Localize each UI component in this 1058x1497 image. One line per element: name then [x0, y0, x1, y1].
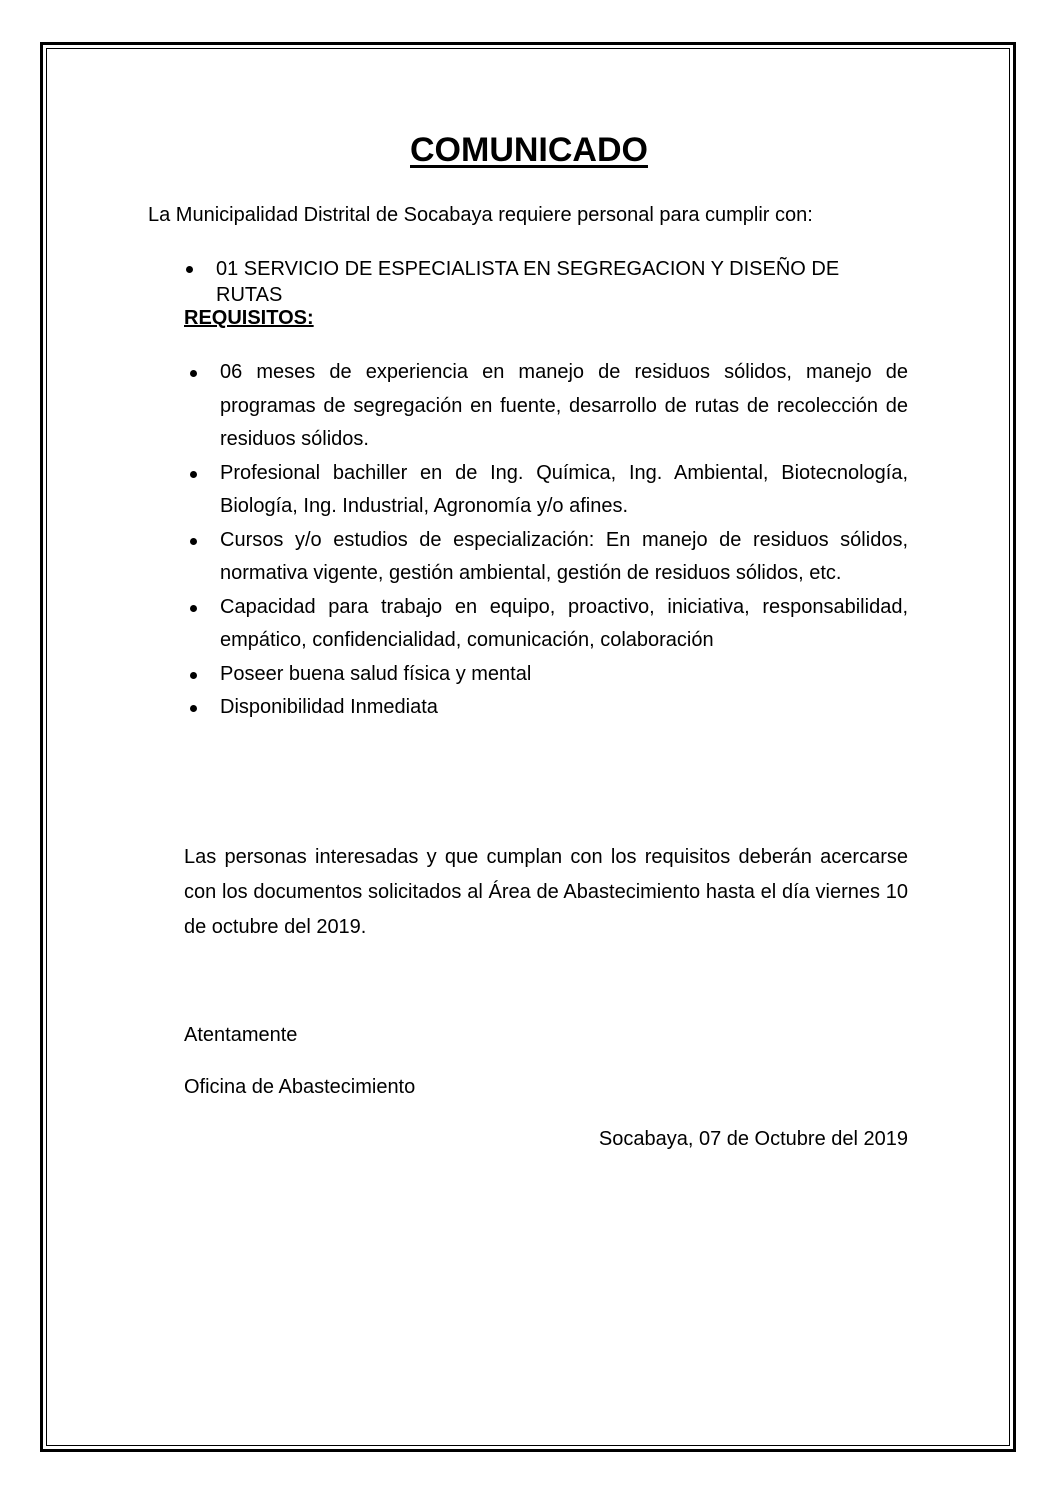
bullet-icon — [190, 605, 197, 612]
bullet-icon — [190, 538, 197, 545]
list-item — [188, 524, 908, 591]
place-date: Socabaya, 07 de Octubre del 2019 — [598, 1128, 908, 1150]
intro-paragraph: La Municipalidad Distrital de Socabaya requiere personal para cumplir con: — [148, 204, 813, 226]
requirement-text: 06 meses de experiencia en manejo de residuos sólidos, manejo de programas de segregación en fuente, desarrollo de rutas de recolección de residuos sólidos. — [220, 361, 908, 450]
office-signature: Oficina de Abastecimiento — [184, 1076, 416, 1098]
list-item — [188, 457, 908, 524]
list-item — [188, 691, 908, 725]
requirement-text: Profesional bachiller en de Ing. Química, Ing. Ambiental, Biotecnología, Biología, Ing. Industrial, Agronomía y/o afines. — [220, 461, 908, 517]
service-item-text: 01 SERVICIO DE ESPECIALISTA EN SEGREGACION Y DISEÑO DE RUTAS — [216, 258, 840, 306]
requirements-list — [188, 356, 908, 725]
bullet-icon — [190, 471, 197, 478]
bullet-icon — [190, 672, 197, 679]
requirements-heading: REQUISITOS: — [184, 307, 314, 329]
closing-paragraph: Las personas interesadas y que cumplan con los requisitos deberán acercarse con los documentos solicitados al Área de Abastecimiento hasta el día viernes 10 de octubre del 2019. — [184, 846, 908, 938]
bullet-icon — [190, 370, 197, 377]
bullet-icon — [186, 266, 193, 273]
list-item — [188, 356, 908, 457]
list-item — [188, 591, 908, 658]
requirement-text: Cursos y/o estudios de especialización: En manejo de residuos sólidos, normativa vigente, gestión ambiental, gestión de residuos sólidos, etc. — [220, 528, 908, 584]
requirement-text: Disponibilidad Inmediata — [220, 696, 438, 718]
requirement-text: Capacidad para trabajo en equipo, proactivo, iniciativa, responsabilidad, empático, confidencialidad, comunicación, colaboración — [220, 595, 908, 651]
regards-line: Atentamente — [184, 1024, 298, 1046]
list-item — [188, 658, 908, 692]
requirement-text: Poseer buena salud física y mental — [220, 662, 532, 685]
service-list — [184, 256, 908, 308]
service-item — [184, 256, 908, 308]
bullet-icon — [190, 705, 197, 712]
document-title: COMUNICADO — [410, 131, 648, 169]
